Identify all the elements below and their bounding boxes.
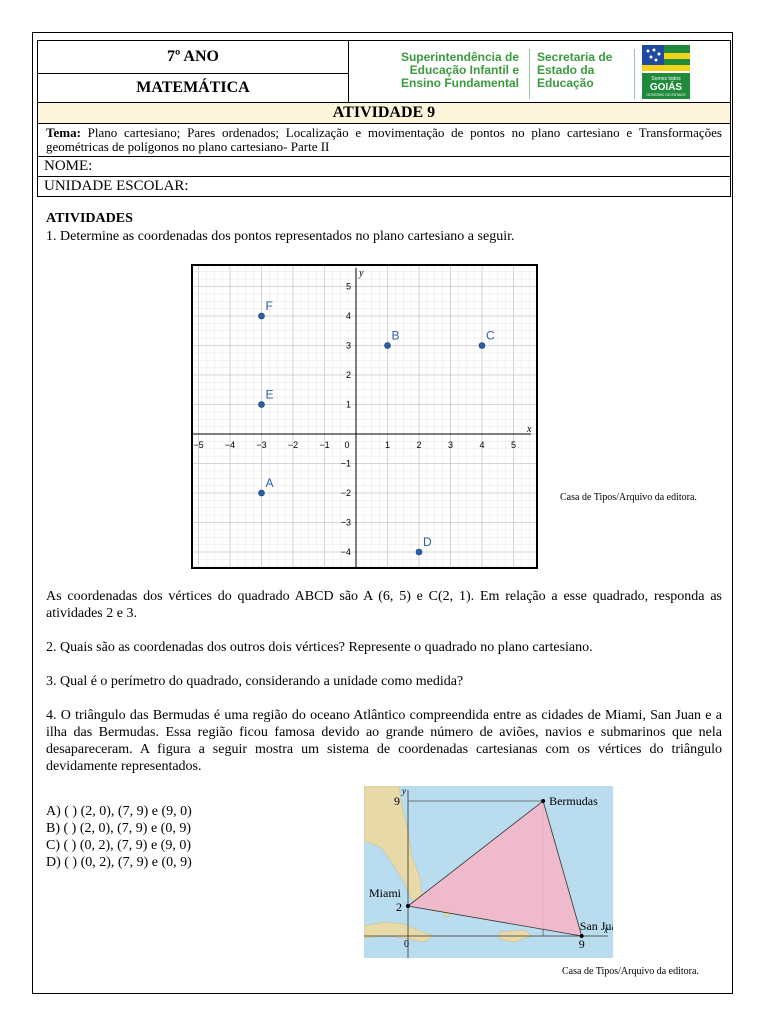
logo-divider (634, 49, 635, 99)
tema-text: Plano cartesiano; Pares ordenados; Localização e movimentação de pontos no plano cartesiano e Transformações geométricas de polígonos no plano cartesiano- Parte II (46, 125, 722, 154)
x-axis-label: x (527, 424, 532, 435)
square-intro: As coordenadas dos vértices do quadrado ABCD são A (6, 5) e C(2, 1). Em relação a esse quadrado, responda as atividades 2 e 3. (46, 589, 722, 621)
point-label-f: F (265, 299, 273, 313)
question-3: 3. Qual é o perímetro do quadrado, considerando a unidade como medida? (46, 674, 464, 689)
point-label-b: B (391, 328, 400, 343)
option-d[interactable]: D) ( ) (0, 2), (7, 9) e (0, 9) (46, 855, 192, 870)
x-tick-label: 2 (416, 440, 422, 450)
subject-cell: MATEMÁTICA (38, 74, 349, 103)
goias-flag-icon (642, 45, 690, 99)
y-tick-label: −4 (340, 547, 351, 557)
goias-subtitle: GOVERNO DO ESTADO (646, 93, 686, 97)
option-a[interactable]: A) ( ) (2, 0), (7, 9) e (9, 0) (46, 804, 192, 819)
label-san-juan: San Ju (579, 919, 612, 933)
point-d (416, 549, 422, 555)
label-bermudas: Bermudas (549, 794, 598, 808)
secretaria-logo: Secretaria de Estado da Educação (537, 50, 613, 90)
x-tick-label: −3 (256, 440, 267, 450)
header-table (37, 40, 731, 197)
question-1: 1. Determine as coordenadas dos pontos representados no plano cartesiano a seguir. (46, 229, 515, 244)
goias-wordmark: GOIÁS (649, 82, 683, 93)
y-tick-label: −2 (340, 488, 351, 498)
x-tick-label: −4 (224, 440, 236, 450)
grade-cell: 7º ANO (38, 41, 349, 74)
question-4: 4. O triângulo das Bermudas é uma região do oceano Atlântico compreendida entre as cidades de Miami, San Juan e a ilha das Bermudas. Essa região ficou famosa devido ao grande número de aviões, navios e submarinos que nela desapareceram. A figura a seguir mostra um sistema de coordenadas cartesianas com os vértices do triângulo devidamente representados. (46, 708, 722, 774)
section-heading: ATIVIDADES (46, 211, 133, 226)
x-tick-label: 1 (384, 440, 391, 450)
unidade-escolar-field[interactable]: UNIDADE ESCOLAR: (38, 177, 731, 197)
point-label-e: E (265, 387, 274, 402)
y-axis-label: y (359, 268, 364, 279)
y-tick-label: 3 (345, 340, 351, 351)
point-c (479, 343, 485, 349)
y-tick-label: 1 (345, 399, 351, 410)
question-2: 2. Quais são as coordenadas dos outros dois vértices? Represente o quadrado no plano cartesiano. (46, 640, 593, 655)
goias-tagline: Somos todos (651, 76, 681, 82)
y-tick-label: −3 (340, 517, 351, 528)
grid-lines (193, 266, 536, 567)
y-tick-9: 9 (394, 794, 400, 808)
point-e (259, 402, 265, 408)
y-axis-label: y (402, 786, 406, 796)
y-tick-2: 2 (396, 900, 402, 914)
point-a (259, 490, 265, 496)
superintendencia-logo: Superintendência de Educação Infantil e Ensino Fundamental (400, 50, 519, 90)
point-label-c: C (486, 328, 495, 343)
origin-label: 0 (404, 939, 409, 950)
logo-divider (529, 49, 530, 99)
tema-cell (38, 124, 731, 157)
bermuda-map-svg (364, 786, 613, 958)
bermuda-map (364, 786, 613, 958)
point-b (385, 343, 391, 349)
x-tick-label: −5 (193, 440, 204, 450)
x-tick-label: 0 (344, 440, 350, 450)
y-tick-label: 5 (345, 281, 351, 292)
point-label-d: D (423, 535, 432, 549)
x-tick-label: −1 (319, 440, 330, 450)
cartesian-plane (191, 264, 538, 569)
x-tick-label: 4 (479, 440, 485, 450)
activity-title: ATIVIDADE 9 (38, 103, 731, 124)
y-tick-label: 4 (345, 311, 351, 321)
vertex-bermudas (541, 799, 545, 803)
x-tick-label: −2 (287, 440, 299, 450)
tema-label: Tema: (46, 125, 81, 140)
image-credit: Casa de Tipos/Arquivo da editora. (560, 492, 697, 503)
point-f (259, 313, 265, 319)
answer-options (46, 803, 346, 871)
label-miami: Miami (369, 886, 401, 900)
image-credit: Casa de Tipos/Arquivo da editora. (562, 966, 699, 977)
option-c[interactable]: C) ( ) (0, 2), (7, 9) e (9, 0) (46, 838, 192, 853)
y-tick-label: −1 (340, 458, 351, 469)
header (37, 40, 731, 197)
logos-cell (349, 41, 731, 103)
nome-field[interactable]: NOME: (38, 157, 731, 177)
x-tick-label: 5 (510, 440, 517, 450)
x-tick-label: 3 (447, 440, 454, 450)
option-b[interactable]: B) ( ) (2, 0), (7, 9) e (0, 9) (46, 821, 192, 836)
vertex-miami (406, 904, 410, 908)
y-tick-label: 2 (345, 370, 351, 380)
x-tick-9: 9 (578, 937, 585, 951)
x-axis-label: x (604, 925, 608, 935)
cartesian-plane-svg (193, 266, 536, 567)
point-label-a: A (265, 476, 274, 490)
